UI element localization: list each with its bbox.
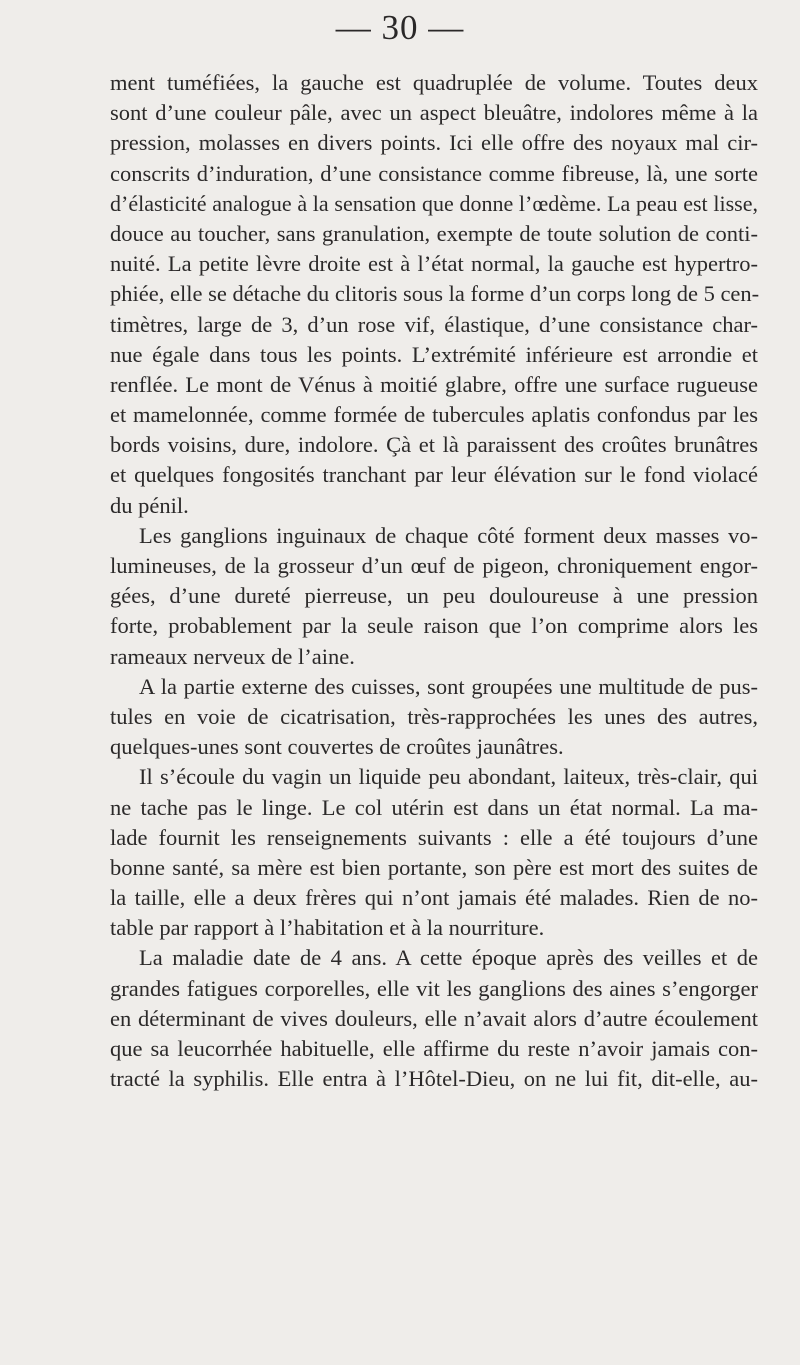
text-line: rameaux nerveux de l’aine. — [110, 643, 355, 669]
text-line: grandes fatigues corporelles, elle vit les ganglions des aines s’engorger — [110, 975, 758, 1001]
text-line: phiée, elle se détache du clitoris sous la forme d’un corps long de 5 cen- — [110, 281, 760, 307]
text-line: quelques-unes sont couvertes de croûtes jaunâtres. — [110, 734, 564, 760]
text-line: A la partie externe des cuisses, sont groupées une multitude de pus- — [139, 673, 758, 699]
text-line: d’élasticité analogue à la sensation que donne l’œdème. La peau est lisse, — [110, 190, 758, 216]
text-line: forte, probablement par la seule raison que l’on comprime alors les — [110, 613, 758, 639]
text-line: gées, d’une dureté pierreuse, un peu douloureuse à une pression — [110, 583, 758, 609]
text-line: table par rapport à l’habitation et à la nourriture. — [110, 915, 545, 941]
text-line: tules en voie de cicatrisation, très-rapprochées les unes des autres, — [110, 703, 758, 729]
text-line: ment tuméfiées, la gauche est quadruplée de volume. Toutes deux — [110, 70, 758, 95]
text-line: ne tache pas le linge. Le col utérin est dans un état normal. La ma- — [110, 794, 758, 820]
text-line: timètres, large de 3, d’un rose vif, élastique, d’une consistance char- — [110, 311, 758, 337]
text-line: et mamelonnée, comme formée de tubercules aplatis confondus par les — [110, 402, 758, 428]
text-line: la taille, elle a deux frères qui n’ont jamais été malades. Rien de no- — [110, 885, 758, 911]
text-line: et quelques fongosités tranchant par leur élévation sur le fond violacé — [110, 462, 758, 488]
text-line: nuité. La petite lèvre droite est à l’état normal, la gauche est hypertro- — [110, 251, 758, 277]
text-line: La maladie date de 4 ans. A cette époque après des veilles et de — [139, 945, 758, 971]
text-line: conscrits d’induration, d’une consistance comme fibreuse, là, une sorte — [110, 160, 758, 186]
text-line: bonne santé, sa mère est bien portante, son père est mort des suites de — [110, 854, 758, 880]
page-number: — 30 — — [335, 8, 465, 47]
body-text — [110, 68, 758, 1094]
text-line: bords voisins, dure, indolore. Çà et là paraissent des croûtes brunâtres — [110, 432, 758, 458]
text-line: lade fournit les renseignements suivants : elle a été toujours d’une — [110, 824, 758, 850]
text-line: lumineuses, de la grosseur d’un œuf de pigeon, chroniquement engor- — [110, 553, 758, 578]
text-line: pression, molasses en divers points. Ici elle offre des noyaux mal cir- — [110, 130, 758, 156]
text-line: renflée. Le mont de Vénus à moitié glabre, offre une surface rugueuse — [110, 371, 758, 397]
text-line: en déterminant de vives douleurs, elle n’avait alors d’autre écoulement — [110, 1005, 758, 1031]
text-line: tracté la syphilis. Elle entra à l’Hôtel-Dieu, on ne lui fit, dit-elle, au- — [110, 1066, 758, 1092]
text-line: sont d’une couleur pâle, avec un aspect bleuâtre, indolores même à la — [110, 100, 758, 126]
text-line: douce au toucher, sans granulation, exempte de toute solution de conti- — [110, 220, 758, 246]
text-line: nue égale dans tous les points. L’extrémité inférieure est arrondie et — [110, 341, 758, 367]
text-line: que sa leucorrhée habituelle, elle affirme du reste n’avoir jamais con- — [110, 1036, 758, 1061]
text-line: du pénil. — [110, 492, 189, 518]
text-line: Les ganglions inguinaux de chaque côté forment deux masses vo- — [139, 522, 758, 548]
text-line: Il s’écoule du vagin un liquide peu abondant, laiteux, très-clair, qui — [139, 764, 758, 790]
